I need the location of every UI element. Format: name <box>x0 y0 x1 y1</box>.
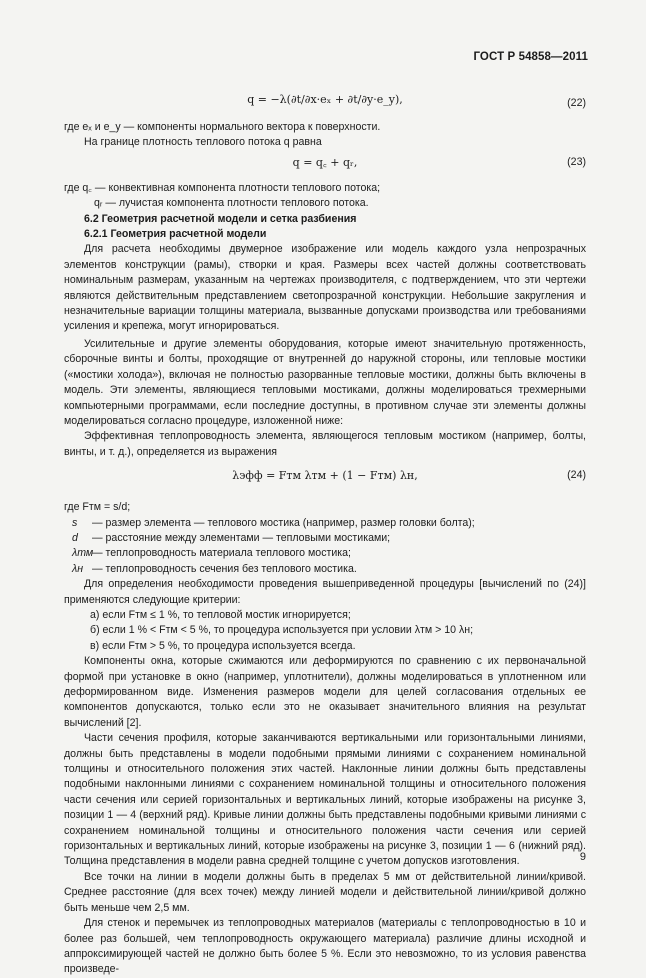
equation-22-number: (22) <box>567 97 586 109</box>
definition-symbol: s <box>72 516 78 529</box>
equation-24 <box>64 468 586 500</box>
equation-23-expression: q = q꜀ + qᵣ, <box>292 155 358 169</box>
paragraph-1: Для расчета необходимы двумерное изображение или модель каждого узла непрозрачных элементов конструкции (рамы), створки и края. Размеры всех частей должны соответствовать номинальным размерам, указанным на чертежах производителя, с подтверждением, что эти чертежи являются действительным представлением светопрозрачной конструкции. Небольшие закругления и незначительные вариации толщины материала, вызванные допусками производства или требованиями усиления и крепежа, могут игнорироваться. <box>64 243 586 333</box>
qr-definition: qᵣ — лучистая компонента плотности теплового потока. <box>94 197 369 210</box>
equation-24-expression: λэфф = Fтм λтм + (1 − Fтм) λн, <box>232 469 418 483</box>
where-line-2: где q꜀ — конвективная компонента плотности теплового потока; <box>64 181 381 194</box>
criteria-item: в) если Fтм > 5 %, то процедура используется всегда. <box>90 639 356 652</box>
paragraph-2: Усилительные и другие элементы оборудования, которые имеют значительную протяженность, сборочные винты и болты, проходящие от внутренней до наружной стороны, или тепловые мостики («мостики холода»), включая не полностью разорванные тепловые мостики, должны быть включены в модель. Эти элементы, являющиеся тепловыми мостиками, должны моделироваться трехмерными компьютерными программами, если последние доступны, в противном случае эти элементы должны моделироваться согласно процедуре, изложенной ниже: <box>64 337 586 427</box>
paragraph-4: Для определения необходимости проведения вышеприведенной процедуры [вычислений по (24)] применяются следующие критерии: <box>64 578 586 606</box>
page-number: 9 <box>579 851 586 863</box>
paragraph-3: Эффективная теплопроводность элемента, являющегося тепловым мостиком (например, болты, винты, и т. д.), определяется из выражения <box>64 430 586 458</box>
paragraph-6: Части сечения профиля, которые заканчиваются вертикальными или горизонтальными линиями, должны быть представлены в модели подобными прямыми линиями с сохранением номинальной толщины и относительного положения этих частей. Наклонные линии должны быть представлены подобными наклонными линиями с сохранением номинальной толщины и относительного положения части сечения или серией горизонтальных и вертикальных линий, которые изображены на рисунке 3, позиции 1 — 4 (верхний ряд). Кривые линии должны быть представлены подобными кривыми линиями с сохранением номинальной толщины и относительного положения части сечения или серией горизонтальных и вертикальных линий, которые изображены на рисунке 3, позиции 1 — 6 (нижний ряд). Толщина представления в модели равна средней толщине с учетом допусков изготовления. <box>64 732 586 868</box>
where-line-1: где eₓ и e_y — компоненты нормального вектора к поверхности. <box>64 121 381 133</box>
definition-item <box>64 531 586 546</box>
definition-text: — теплопроводность материала теплового мостика; <box>92 547 351 560</box>
definition-item <box>64 516 586 531</box>
paragraph-5: Компоненты окна, которые сжимаются или деформируются по сравнению с их первоначальной формой при установке в окно (например, уплотнители), должны моделироваться в уплотненном или деформированном виде. Изменения размеров модели для целей согласования отдельных ее компонентов допускаются, только если это не оказывает значительного влияния на результат вычислений [2]. <box>64 655 586 729</box>
equation-23-number: (23) <box>567 155 586 168</box>
definition-item <box>64 546 586 561</box>
equation-24-number: (24) <box>567 469 586 482</box>
paragraph-7: Все точки на линии в модели должны быть в пределах 5 мм от действительной линии/кривой. Среднее расстояние (для всех точек) между линией модели и действительной линии/кривой должно быть меньше чем 2,5 мм. <box>64 870 586 914</box>
definition-symbol: λтм <box>72 547 94 560</box>
equation-23 <box>64 155 586 181</box>
definition-text: — размер элемента — теплового мостика (например, размер головки болта); <box>92 516 475 529</box>
criteria-item: а) если Fтм ≤ 1 %, то тепловой мостик игнорируется; <box>90 608 351 621</box>
paragraph-8: Для стенок и перемычек из теплопроводных материалов (материалы с теплопроводностью в 10 и более раз большей, чем теплопроводность окружающего материала) различие длины исходной и аппроксимирующей частей не должно быть более 5 %. Если это невозможно, то из условия равенства произведе- <box>64 917 586 976</box>
definition-text: — расстояние между элементами — тепловыми мостиками; <box>92 531 391 544</box>
equation-22 <box>64 86 586 120</box>
boundary-line: На границе плотность теплового потока q равна <box>84 136 322 149</box>
definition-item <box>64 562 586 577</box>
standard-header: ГОСТ Р 54858—2011 <box>473 51 588 63</box>
definition-text: — теплопроводность сечения без теплового мостика. <box>92 562 357 575</box>
page-content <box>64 84 586 978</box>
definition-symbol: λн <box>72 562 84 575</box>
where-line-3: где Fтм = s/d; <box>64 501 131 514</box>
section-heading-6-2: 6.2 Геометрия расчетной модели и сетка разбиения <box>84 212 357 225</box>
equation-22-expression: q = −λ(∂t/∂x·eₓ + ∂t/∂y·e_y), <box>247 93 403 106</box>
definition-symbol: d <box>72 531 78 544</box>
section-heading-6-2-1: 6.2.1 Геометрия расчетной модели <box>84 228 267 241</box>
criteria-item: б) если 1 % < Fтм < 5 %, то процедура используется при условии λтм > 10 λн; <box>90 624 474 637</box>
